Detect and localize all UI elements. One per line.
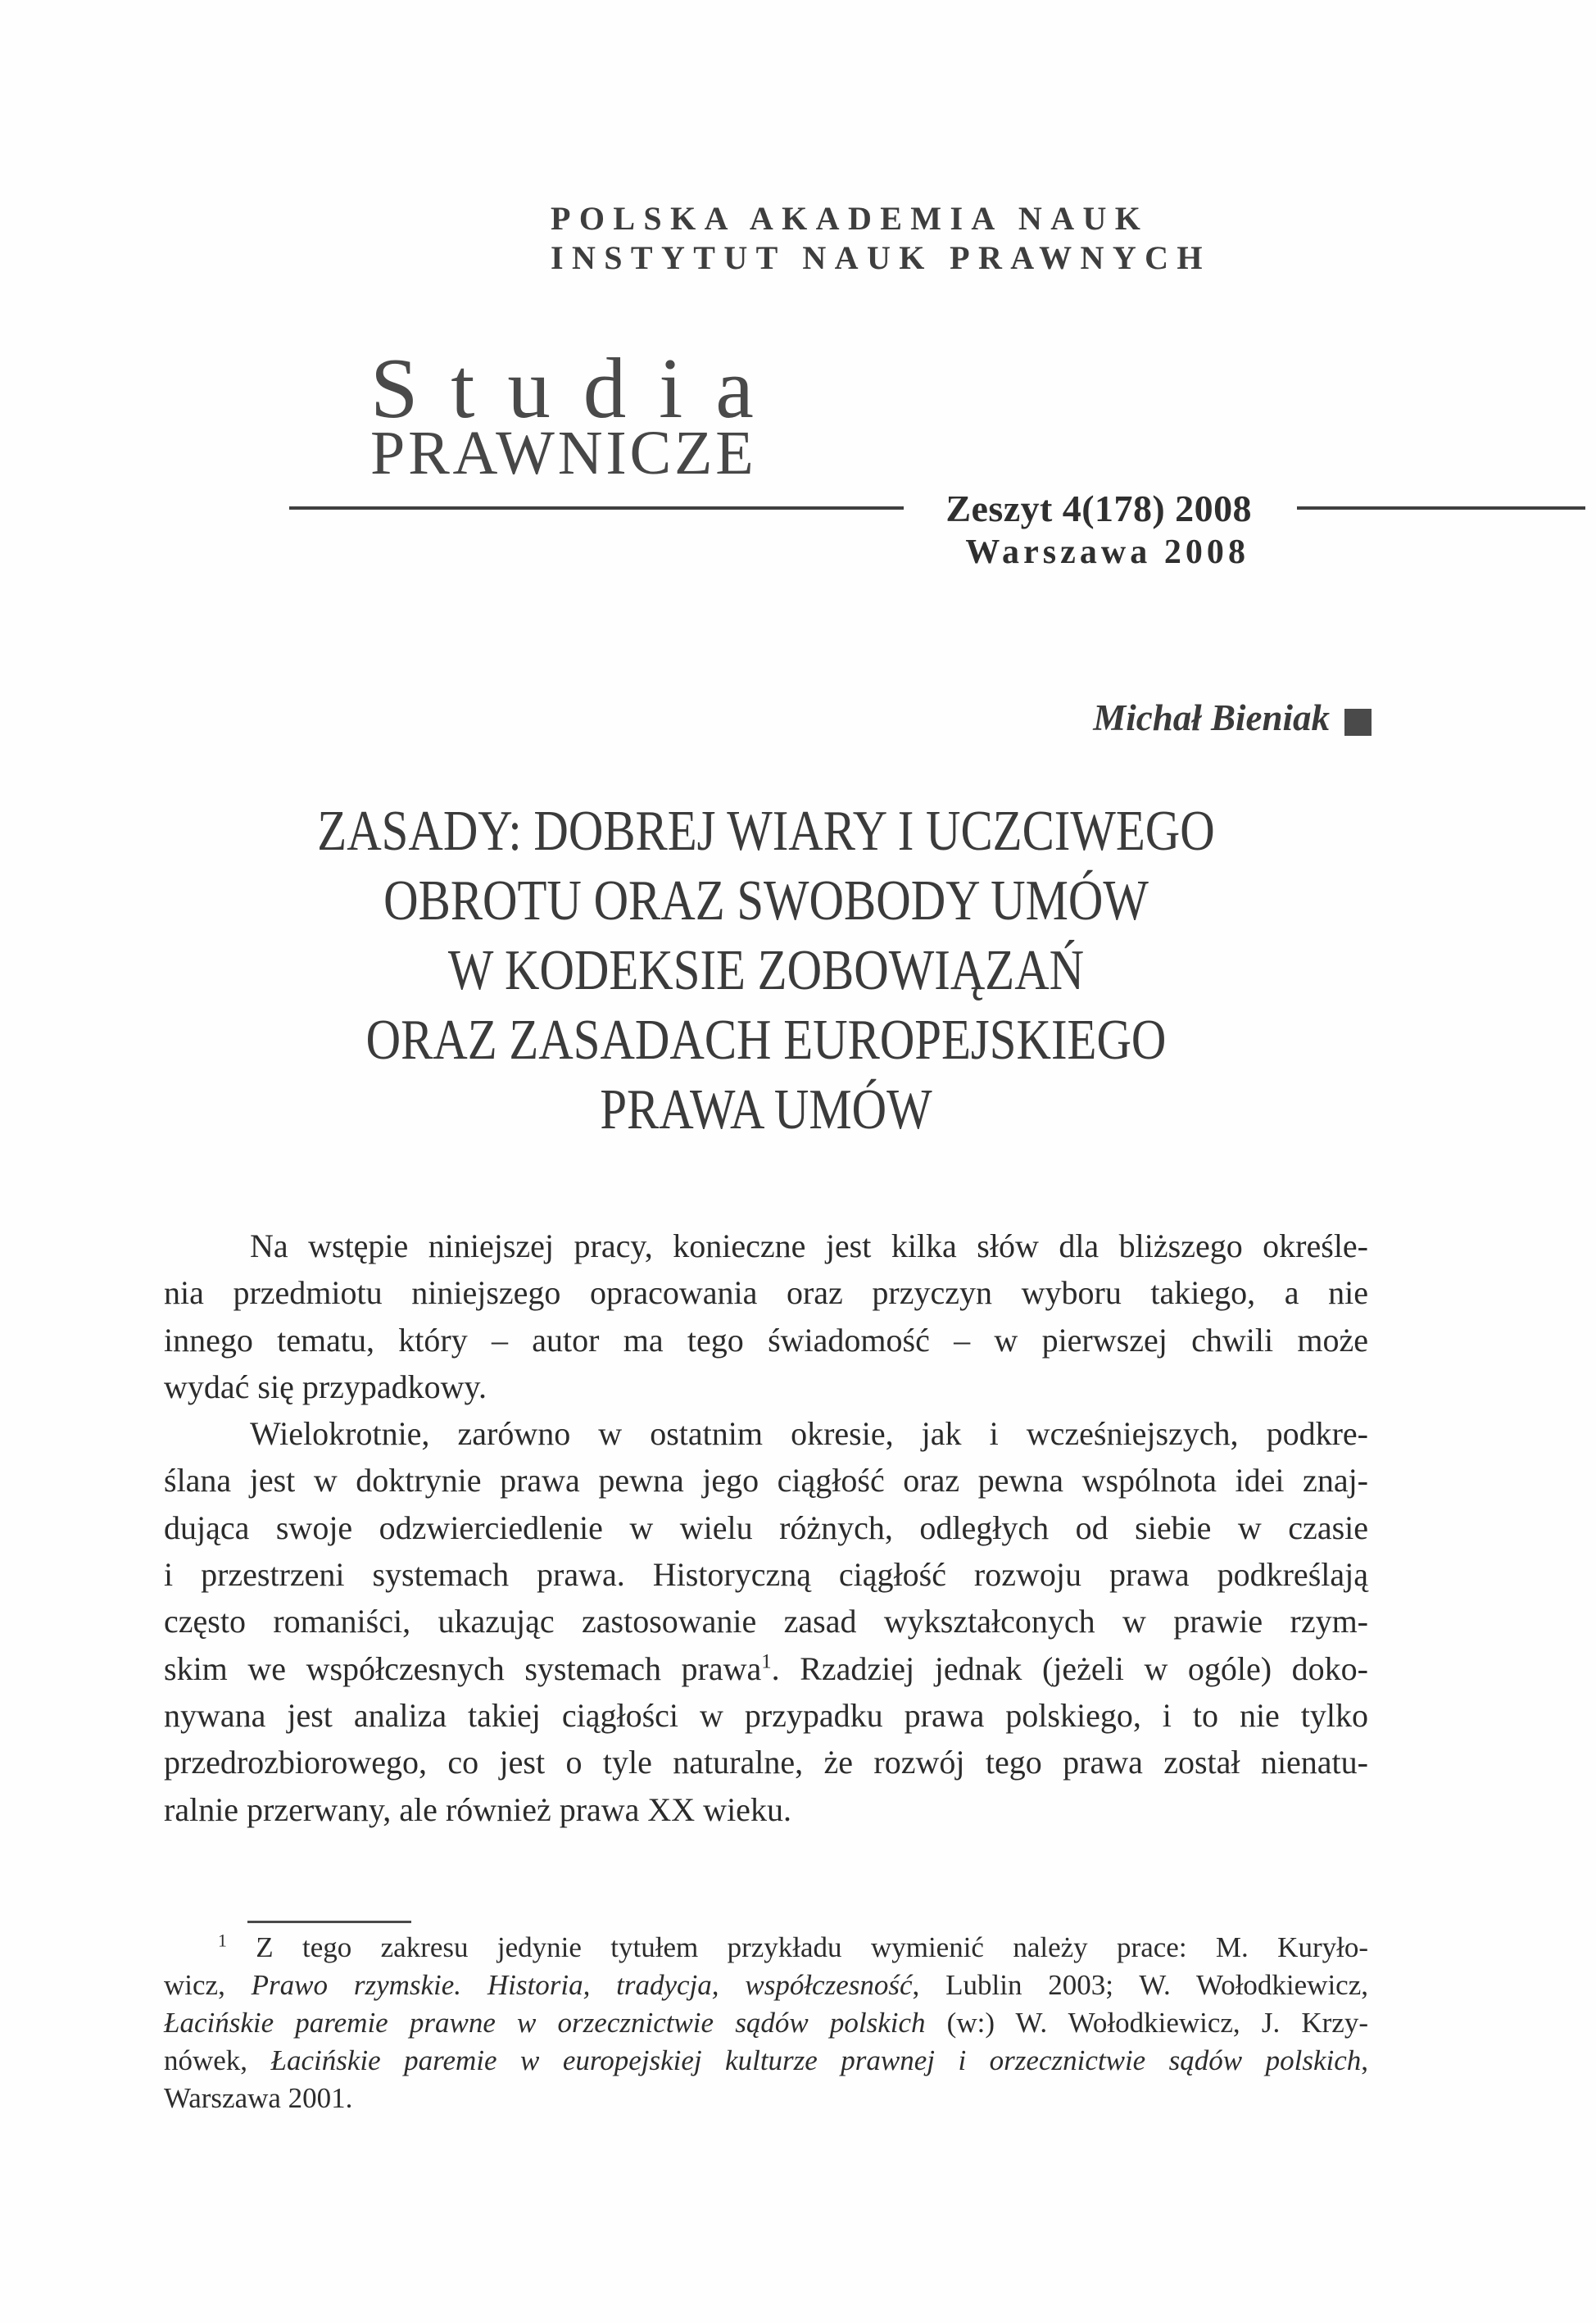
- text-line: [164, 1786, 1368, 1833]
- text-segment: nówek,: [164, 2044, 271, 2076]
- text-segment: ,: [1361, 2044, 1368, 2076]
- text-segment: skim we współczesnych systemach prawa: [164, 1649, 762, 1687]
- text-segment: . Rzadziej jednak (jeżeli w ogóle) doko-: [771, 1649, 1369, 1687]
- text-segment: często romaniści, ukazując zastosowanie zasad wykształconych w prawie rzym-: [164, 1603, 1368, 1640]
- text-line: [261, 796, 1272, 866]
- text-segment: Wielokrotnie, zarówno w ostatnim okresie, jak i wcześniejszych, podkre-: [250, 1415, 1368, 1453]
- text-segment: wicz,: [164, 1969, 252, 2001]
- text-line: [164, 1269, 1368, 1316]
- text-segment: wydać się przypadkowy.: [164, 1368, 487, 1405]
- footnote-block: [164, 1929, 1368, 2117]
- text-segment: dująca swoje odzwierciedlenie w wielu różnych, odległych od siebie w czasie: [164, 1509, 1368, 1546]
- text-segment: innego tematu, który – autor ma tego świadomość – w pierwszej chwili może: [164, 1321, 1368, 1359]
- text-segment: przedrozbiorowego, co jest o tyle naturalne, że rozwój tego prawa został nienatu-: [164, 1744, 1368, 1781]
- text-line: [164, 1692, 1368, 1739]
- text-segment: Na wstępie niniejszej pracy, konieczne jest kilka słów dla bliższego określe-: [250, 1227, 1368, 1264]
- text-segment: OBROTU ORAZ SWOBODY UMÓW: [383, 869, 1149, 932]
- institution-line-1: POLSKA AKADEMIA NAUK: [551, 200, 1149, 237]
- text-segment: ZASADY: DOBREJ WIARY I UCZCIWEGO: [317, 800, 1215, 863]
- masthead-rule-right: [1297, 506, 1585, 510]
- footnote-reference-superscript: 1: [218, 1931, 227, 1951]
- text-segment: ralnie przerwany, ale również prawa XX wieku.: [164, 1790, 791, 1828]
- text-segment: nia przedmiotu niniejszego opracowania oraz przyczyn wyboru takiego, a nie: [164, 1274, 1368, 1312]
- text-line: [261, 866, 1272, 936]
- text-line: [164, 1598, 1368, 1645]
- text-segment: Łacińskie paremie prawne w orzecznictwie sądów polskich: [164, 2007, 926, 2039]
- text-segment: PRAWA UMÓW: [600, 1078, 932, 1141]
- text-line: [164, 1223, 1368, 1269]
- text-segment: ślana jest w doktrynie prawa pewna jego ciągłość oraz pewna wspólnota idei znaj-: [164, 1462, 1368, 1500]
- footnote-separator-rule: [247, 1921, 411, 1923]
- text-line: [261, 1075, 1272, 1145]
- journal-name-prawnicze: PRAWNICZE: [370, 419, 757, 488]
- text-line: [164, 1967, 1368, 2004]
- text-line: [164, 1739, 1368, 1785]
- text-line: [261, 1005, 1272, 1075]
- author-name: Michał Bieniak: [1093, 697, 1330, 738]
- text-segment: Prawo rzymskie. Historia, tradycja, współczesność: [251, 1969, 913, 2001]
- text-line: [164, 2004, 1368, 2042]
- text-segment: Warszawa 2001.: [164, 2082, 353, 2114]
- square-bullet-icon: [1344, 709, 1372, 736]
- article-body: [164, 1223, 1368, 1833]
- masthead-institution: [551, 199, 1211, 278]
- text-segment: , Lublin 2003; W. Wołodkiewicz,: [912, 1969, 1368, 2001]
- text-segment: ORAZ ZASADACH EUROPEJSKIEGO: [365, 1009, 1167, 1072]
- text-line: [261, 936, 1272, 1005]
- text-line: [164, 1645, 1368, 1692]
- text-line: [164, 1457, 1368, 1504]
- text-line: [164, 1551, 1368, 1598]
- author-byline: [1093, 696, 1372, 739]
- masthead-rule-left: [289, 506, 904, 510]
- journal-name-studia: Studia: [370, 340, 787, 436]
- footnote-reference-superscript: 1: [761, 1650, 772, 1673]
- institution-line-2: INSTYTUT NAUK PRAWNYCH: [551, 239, 1211, 276]
- text-segment: Łacińskie paremie w europejskiej kulturze prawnej i orzecznictwie sądów polskich: [270, 2044, 1362, 2076]
- text-line: [164, 1317, 1368, 1363]
- text-segment: W KODEKSIE ZOBOWIĄZAŃ: [447, 939, 1085, 1002]
- text-line: [164, 1410, 1368, 1457]
- article-title: [164, 796, 1368, 1145]
- issue-number: Zeszyt 4(178) 2008: [945, 488, 1252, 529]
- text-line: [164, 2042, 1368, 2080]
- place-and-year: Warszawa 2008: [965, 533, 1249, 571]
- text-segment: (w:) W. Wołodkiewicz, J. Krzy-: [925, 2007, 1368, 2039]
- text-line: [164, 1363, 1368, 1410]
- text-segment: Z tego zakresu jedynie tytułem przykładu wymienić należy prace: M. Kuryło-: [226, 1931, 1368, 1963]
- text-line: [164, 2080, 1368, 2117]
- text-line: [164, 1929, 1368, 1967]
- text-segment: i przestrzeni systemach prawa. Historyczną ciągłość rozwoju prawa podkreślają: [164, 1556, 1368, 1594]
- text-segment: nywana jest analiza takiej ciągłości w przypadku prawa polskiego, i to nie tylko: [164, 1696, 1368, 1734]
- text-line: [164, 1504, 1368, 1551]
